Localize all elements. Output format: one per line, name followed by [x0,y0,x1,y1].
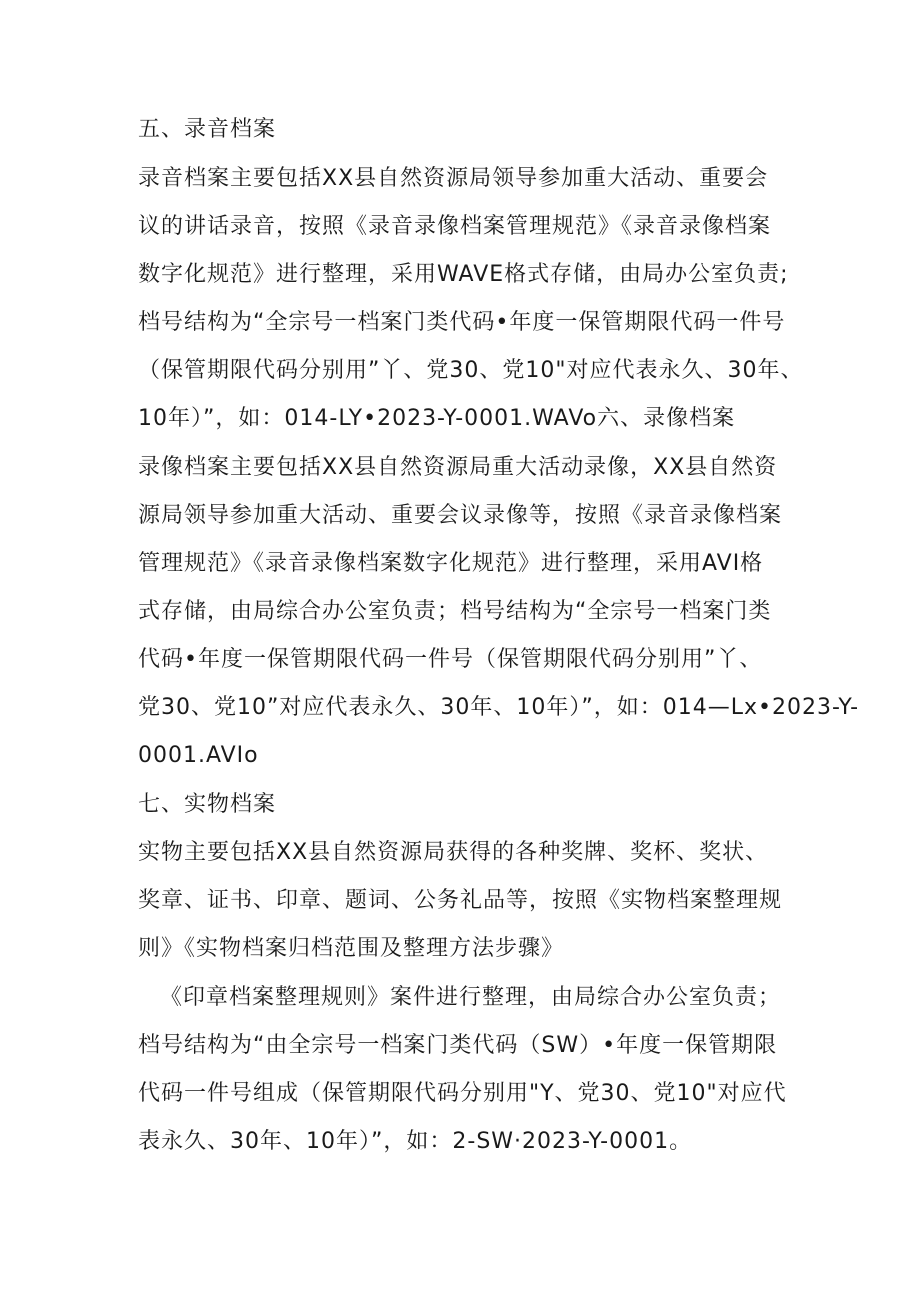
paragraph-line: 录像档案主要包括XX县自然资源局重大活动录像，XX县自然资 [138,455,778,480]
paragraph-line: 录音档案主要包括XX县自然资源局领导参加重大活动、重要会 [138,166,769,191]
section-heading-7: 七、实物档案 [138,792,277,817]
paragraph-line: 议的讲话录音，按照《录音录像档案管理规范》《录音录像档案 [138,214,772,239]
paragraph-line: 实物主要包括XX县自然资源局获得的各种奖牌、奖杯、奖状、 [138,840,769,865]
paragraph-line: 10年）”，如：014-LY•2023-Y-0001.WAVo六、录像档案 [138,406,736,431]
section-heading-5: 五、录音档案 [138,117,277,142]
paragraph-line: 代码•年度一保管期限代码一件号（保管期限代码分别用”丫、 [138,647,763,672]
paragraph-line: 代码一件号组成（保管期限代码分别用"Y、党30、党10"对应代 [138,1081,787,1106]
paragraph-line: 0001.AVIo [138,743,259,768]
paragraph-line: 则》《实物档案归档范围及整理方法步骤》 [138,936,565,961]
paragraph-line: 档号结构为“由全宗号一档案门类代码（SW）•年度一保管期限 [138,1033,778,1058]
paragraph-line: 档号结构为“全宗号一档案门类代码•年度一保管期限代码一件号 [138,310,786,335]
paragraph-line: 奖章、证书、印章、题词、公务礼品等，按照《实物档案整理规 [138,888,783,913]
paragraph-line: 《印章档案整理规则》案件进行整理，由局综合办公室负责； [160,985,782,1010]
paragraph-line: 表永久、30年、10年）”，如：2-SW·2023-Y-0001。 [138,1129,693,1154]
paragraph-line: 式存储，由局综合办公室负责；档号结构为“全宗号一档案门类 [138,599,772,624]
paragraph-line: 数字化规范》进行整理，采用WAVE格式存储，由局办公室负责; [138,262,789,287]
paragraph-line: （保管期限代码分别用”丫、党30、党10"对应代表永久、30年、 [138,358,804,383]
paragraph-line: 管理规范》《录音录像档案数字化规范》进行整理，采用AVI格 [138,551,764,576]
paragraph-line: 党30、党10”对应代表永久、30年、10年）”，如：014—Lx•2023-Y- [138,695,860,720]
paragraph-line: 源局领导参加重大活动、重要会议录像等，按照《录音录像档案 [138,503,783,528]
